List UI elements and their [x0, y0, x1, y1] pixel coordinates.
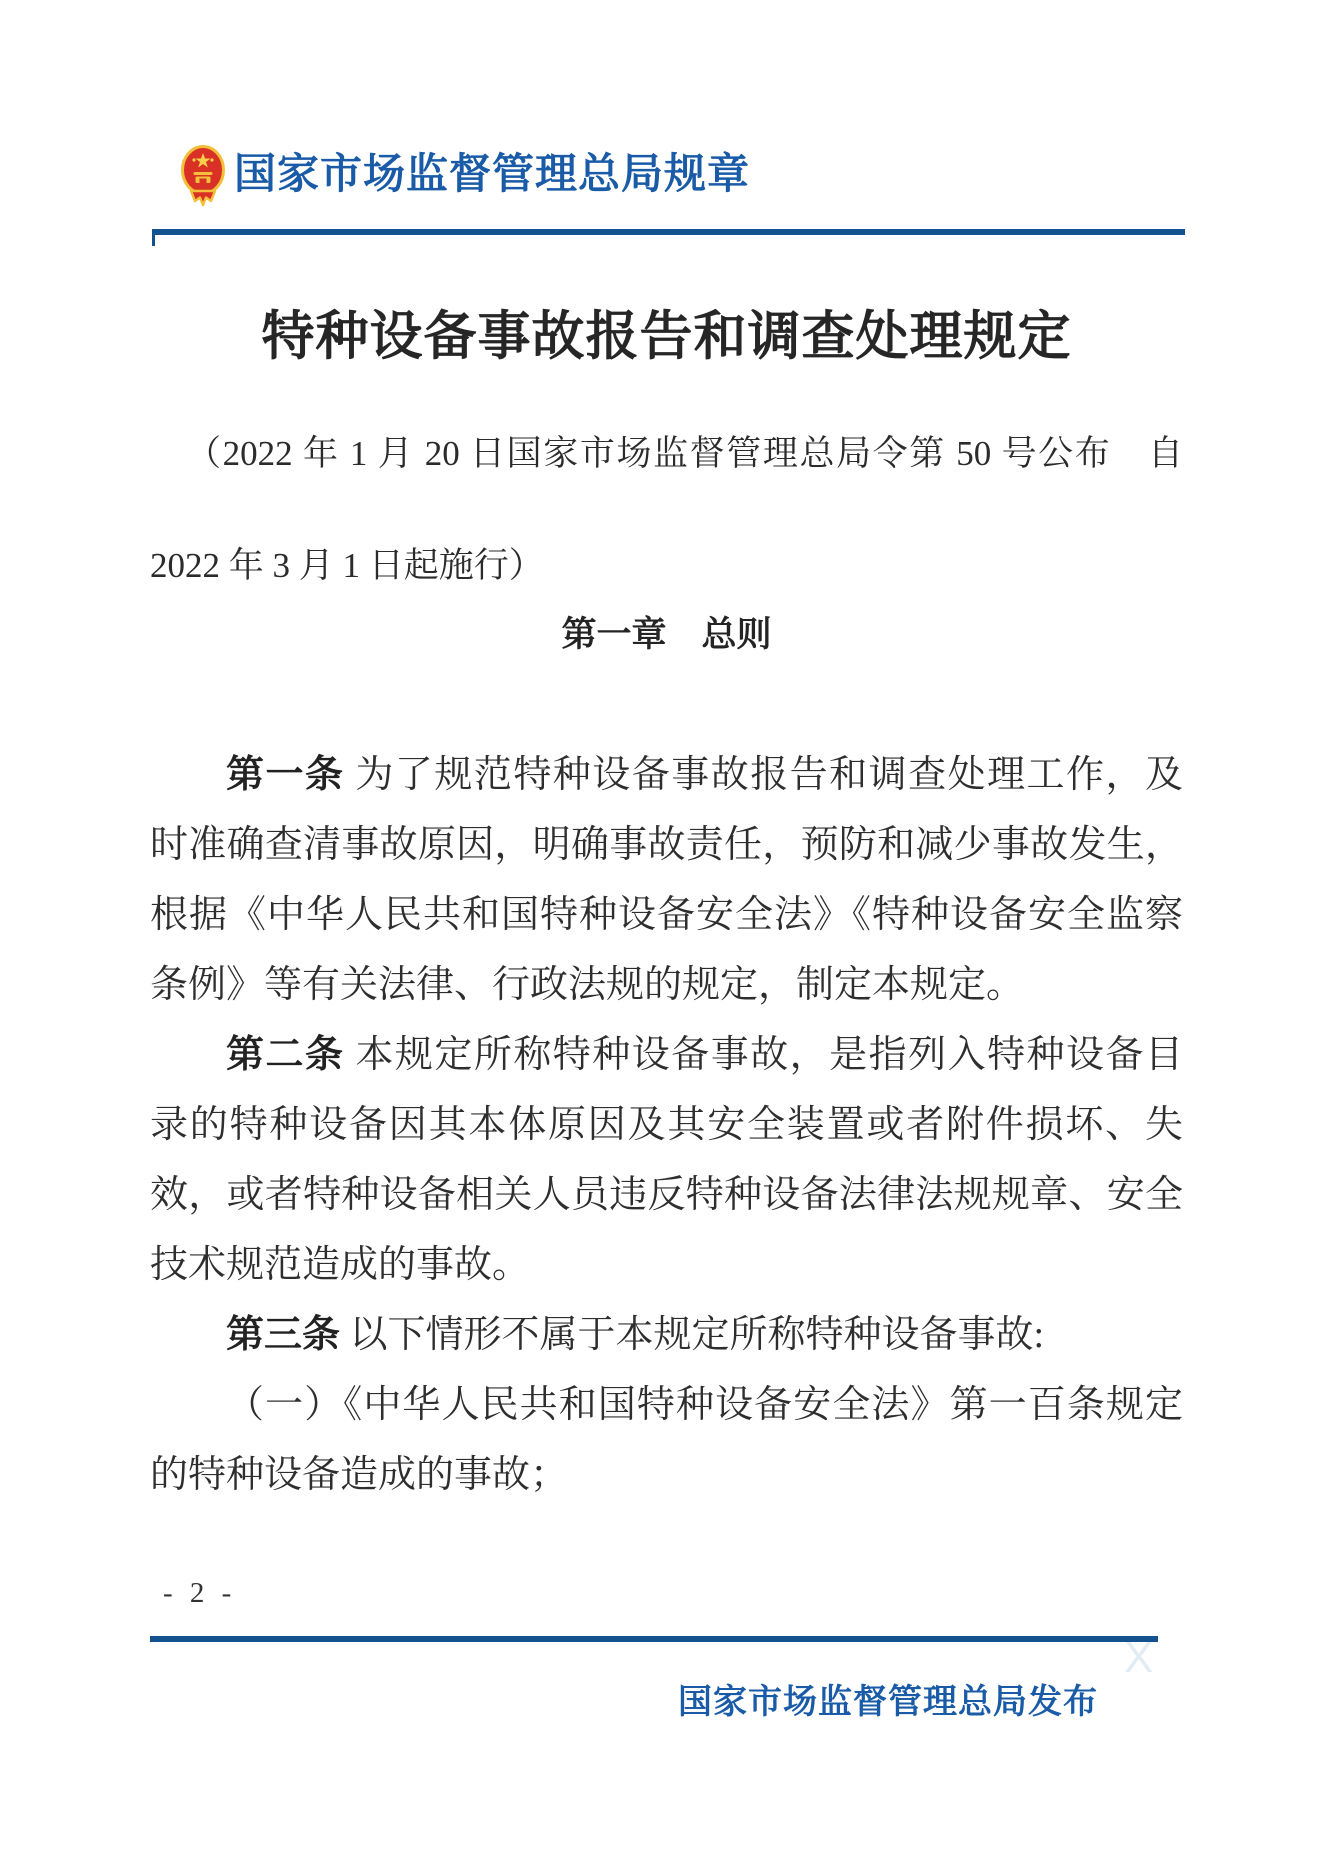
article-label: 第二条 [226, 1034, 345, 1076]
article-label: 第三条 [226, 1314, 341, 1356]
article-label: 第一条 [226, 754, 345, 796]
china-national-emblem-icon [181, 145, 225, 211]
header-agency-label: 国家市场监督管理总局规章 [234, 150, 751, 197]
footer-rule [150, 1636, 1158, 1642]
chapter-heading: 第一章 总则 [561, 615, 772, 654]
article-list [150, 740, 1183, 1510]
article-paragraph: 第三条 以下情形不属于本规定所称特种设备事故: [226, 1314, 1045, 1356]
footer-publisher-label: 国家市场监督管理总局发布 [678, 1684, 1098, 1721]
article-paragraph: 第二条 本规定所称特种设备事故，是指列入特种设备目录的特种设备因其本体原因及其安全装置或者附件损坏、失效，或者特种设备相关人员违反特种设备法律法规规章、安全技术规范造成的事故。 [150, 1034, 1183, 1286]
article-paragraph: 第一条 为了规范特种设备事故报告和调查处理工作，及时准确查清事故原因，明确事故责任，预防和减少事故发生，根据《中华人民共和国特种设备安全法》《特种设备安全监察条例》等有关法律、行政法规的规定，制定本规定。 [150, 754, 1183, 1006]
promulgation-note: （2022 年 1 月 20 日国家市场监督管理总局令第 50 号公布 自 2022 年 3 月 1 日起施行） [150, 434, 1183, 585]
watermark-x: X [1124, 1633, 1154, 1682]
document-title: 特种设备事故报告和调查处理规定 [261, 308, 1072, 366]
article-paragraph: （一）《中华人民共和国特种设备安全法》第一百条规定的特种设备造成的事故； [150, 1384, 1183, 1496]
header-rule [152, 229, 1185, 235]
page-number: - 2 - [163, 1577, 237, 1609]
header-rule-tick [152, 229, 155, 246]
